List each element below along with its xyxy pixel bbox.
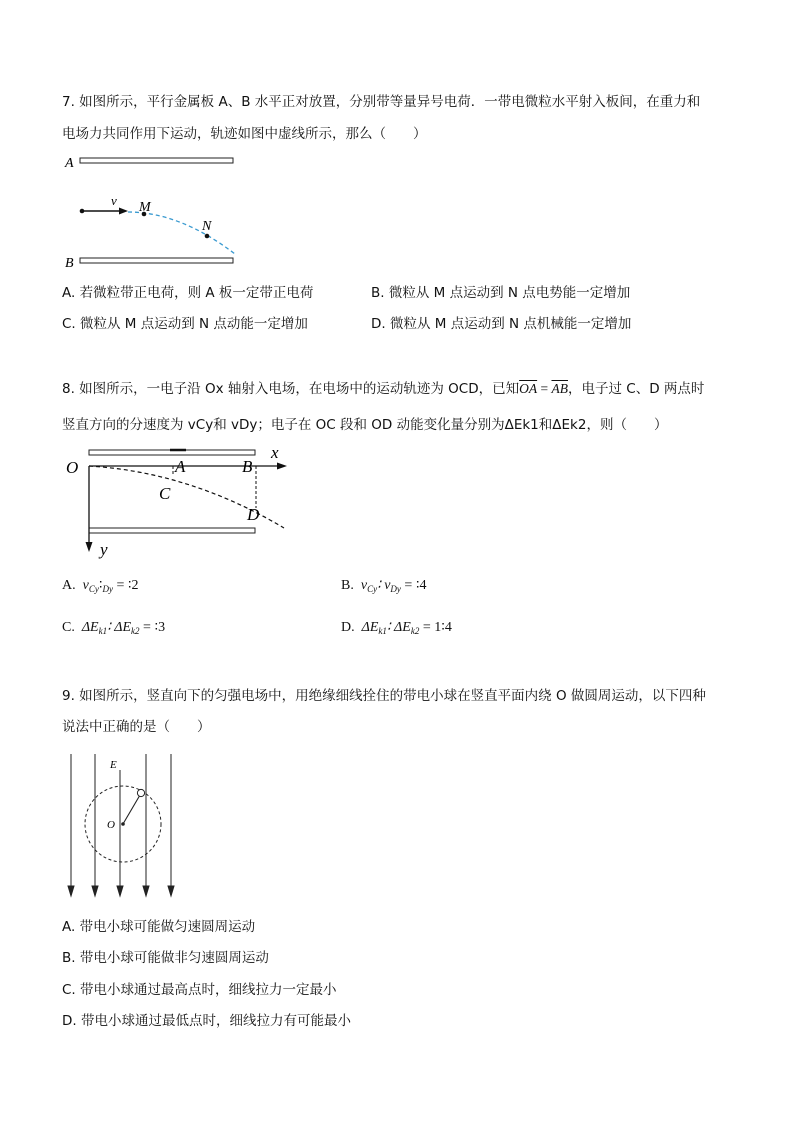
q8-label-b: B [242, 457, 253, 476]
q8-label-d: D [247, 505, 260, 524]
q7-option-c: C. 微粒从 M 点运动到 N 点动能一定增加 [62, 316, 308, 332]
q8-option-d-value: = 1∶4 [419, 620, 452, 635]
q8-option-a-colon: ∶ [98, 578, 103, 593]
q8-option-c-sub2: k2 [131, 626, 140, 636]
q8-equals: = [537, 381, 552, 396]
q8-option-b-sub2: Dy [390, 584, 401, 594]
q7-option-b: B. 微粒从 M 点运动到 N 点电势能一定增加 [371, 285, 631, 301]
q7-stem-line2: 电场力共同作用下运动，轨迹如图中虚线所示，那么（ ） [62, 126, 427, 142]
q8-option-b-colon: ∶ v [377, 578, 391, 593]
q8-option-b-v: v [360, 578, 368, 593]
q9-ball [137, 789, 144, 796]
q8-label-o: O [66, 458, 79, 477]
q9-string [123, 795, 140, 824]
q8-option-d [341, 619, 452, 636]
q7-plate-a [80, 158, 233, 163]
q8-option-a-value: = ∶2 [113, 578, 139, 593]
q7-label-b: B [65, 256, 74, 271]
q8-stem-line1-post: ，电子过 C、D 两点时 [567, 381, 705, 397]
q8-option-c-colon: ∶ ΔE [107, 620, 132, 635]
q9-field-arrow [117, 886, 123, 896]
q7-label-a: A [65, 156, 74, 171]
q9-stem-line1: 9. 如图所示，竖直向下的匀强电场中，用绝缘细线拴住的带电小球在竖直平面内绕 O 做圆周运动，以下四种 [62, 688, 706, 704]
q8-option-d-colon: ∶ ΔE [386, 620, 411, 635]
q8-option-c-de: ΔE [81, 620, 99, 635]
q8-option-d-sub2: k2 [410, 626, 420, 636]
q7-plate-b [80, 258, 233, 263]
q9-field-arrow [68, 886, 74, 896]
q7-stem-line1: 7. 如图所示，平行金属板 A、B 水平正对放置，分别带等量异号电荷．一带电微粒水平射入板间，在重力和 [62, 94, 701, 110]
q7-label-v: v [111, 193, 117, 208]
q8-option-b-label: B. [341, 578, 354, 593]
q8-option-a-v: v [82, 578, 89, 593]
q8-label-x: x [271, 443, 279, 462]
q9-option-b: B. 带电小球可能做非匀速圆周运动 [62, 950, 269, 966]
q7-label-n: N [202, 219, 212, 234]
q9-field-arrow [92, 886, 98, 896]
q8-label-y: y [100, 540, 108, 559]
q9-option-d: D. 带电小球通过最低点时，细线拉力有可能最小 [62, 1013, 351, 1029]
q8-option-b-sub1: Cy [367, 584, 378, 594]
q8-x-arrowhead [277, 463, 287, 470]
q8-segment-oa: $\overline{OA}$ [519, 381, 538, 396]
q8-option-c-label: C. [62, 620, 75, 635]
q8-option-d-sub1: k1 [378, 626, 387, 636]
q8-figure [60, 442, 300, 562]
q7-trajectory [128, 212, 235, 254]
q9-option-c: C. 带电小球通过最高点时，细线拉力一定最小 [62, 982, 337, 998]
q8-label-c: C [159, 484, 171, 503]
q9-field-arrow [168, 886, 174, 896]
q7-option-d: D. 微粒从 M 点运动到 N 点机械能一定增加 [371, 316, 632, 332]
q7-label-m: M [139, 200, 151, 215]
q8-option-a-sub2: Dy [102, 584, 113, 594]
q8-y-arrowhead [86, 542, 93, 552]
q7-option-a: A. 若微粒带正电荷，则 A 板一定带正电荷 [62, 285, 314, 301]
q7-point-n [205, 234, 210, 239]
q8-option-d-label: D. [341, 620, 355, 635]
q9-stem-line2: 说法中正确的是（ ） [62, 719, 211, 735]
q8-option-a-label: A. [62, 578, 76, 593]
q8-option-c [62, 619, 165, 636]
q8-option-d-de: ΔE [361, 620, 379, 635]
q8-stem-line1-pre: 8. 如图所示，一电子沿 Ox 轴射入电场，在电场中的运动轨迹为 OCD，已知 [62, 381, 520, 397]
q7-velocity-arrowhead [119, 208, 128, 215]
q8-option-c-sub1: k1 [98, 626, 108, 636]
q9-label-o: O [107, 819, 115, 831]
q8-option-a-sub1: Cy [88, 584, 99, 594]
q8-label-a: A [175, 457, 186, 476]
q8-option-b [341, 577, 426, 594]
q8-stem-line1 [62, 379, 704, 399]
q8-option-c-value: = ∶3 [139, 620, 166, 635]
q8-bottom-plate [89, 528, 255, 533]
q9-label-e: E [110, 759, 117, 771]
q9-center-dot [121, 822, 125, 826]
q9-figure [60, 748, 190, 900]
q8-option-b-value: = ∶4 [400, 578, 427, 593]
q8-option-a [62, 577, 139, 594]
q9-field-arrow [143, 886, 149, 896]
q9-option-a: A. 带电小球可能做匀速圆周运动 [62, 919, 256, 935]
q8-stem-line2: 竖直方向的分速度为 vCy和 vDy；电子在 OC 段和 OD 动能变化量分别为ΔEk1和ΔEk2，则（ ） [62, 417, 668, 433]
q8-segment-ab: $\overline{AB}$ [551, 381, 568, 396]
q7-figure [60, 150, 250, 275]
